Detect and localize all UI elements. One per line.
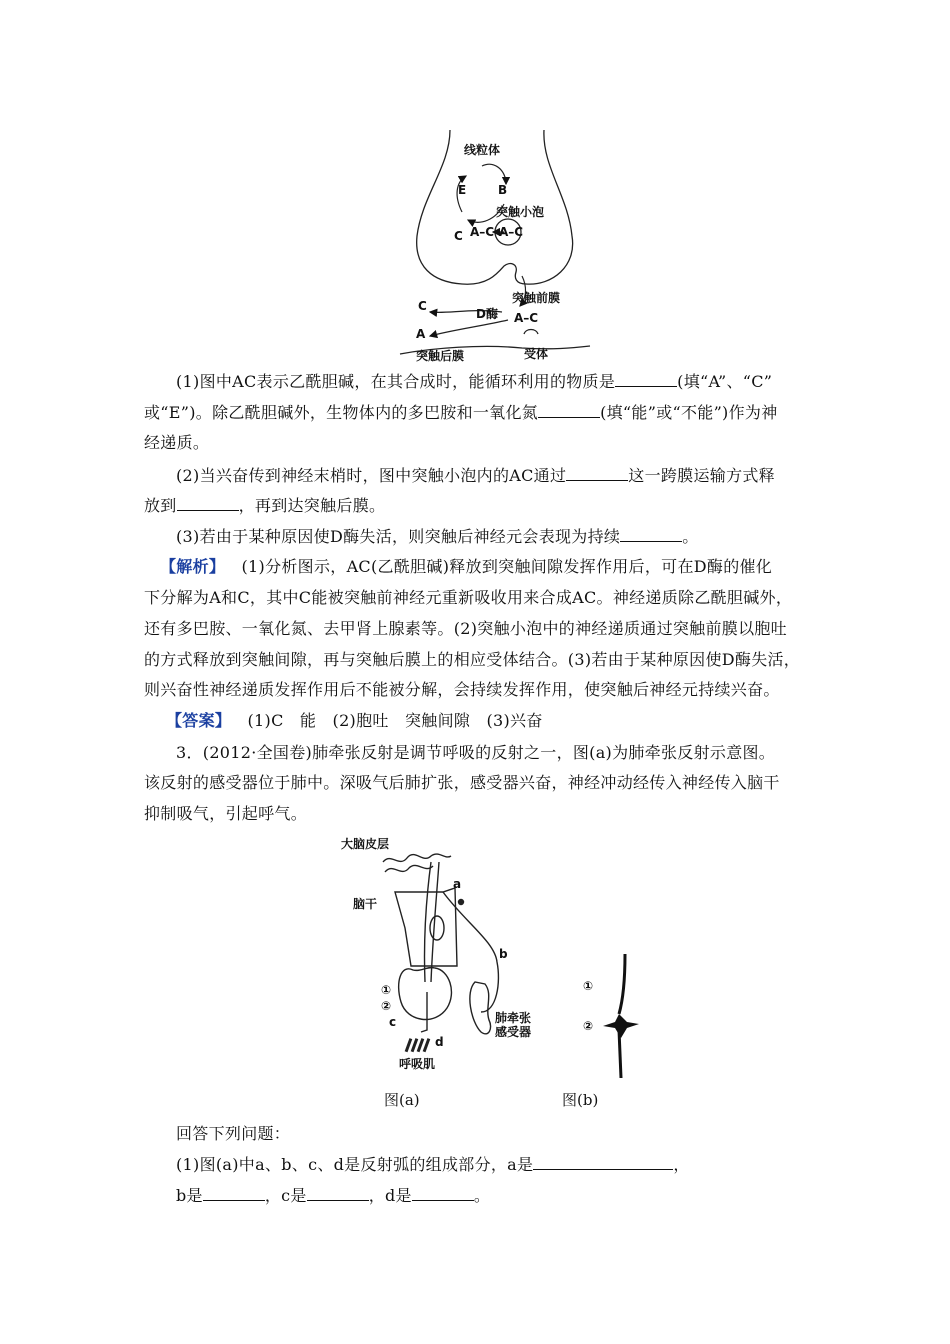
label-circle-2: ② [583,1019,594,1033]
label-AC-inner: A–C [470,225,495,239]
label-b: b [499,947,508,961]
label-circle-2: ② [381,999,392,1013]
analysis-tag: 【解析】 [160,557,226,576]
label-receptor-line2: 感受器 [495,1025,532,1039]
label-mitochondria: 线粒体 [464,143,501,157]
answer-line: 【答案】 (1)C 能 (2)胞吐 突触间隙 (3)兴奋 [166,711,543,730]
blank [203,1186,265,1201]
blank [307,1186,369,1201]
reflex-arc-diagram [335,832,550,1084]
label-AC-vesicle: A–C [499,225,524,239]
answer-tag: 【答案】 [166,711,232,730]
q3-prompt: 回答下列问题： [176,1124,291,1143]
blank [620,527,682,542]
blank [538,403,600,418]
q3-sub1-line2: b是 ，c是 ，d是 。 [176,1186,491,1205]
q2-part2-line2: 放到 ，再到达突触后膜。 [144,496,386,515]
label-cerebral-cortex: 大脑皮层 [341,837,390,851]
blank [615,372,677,387]
label-A-outer: A [416,327,426,341]
q2-part1-line3: 经递质。 [144,433,210,452]
q3-line1: 3．(2012·全国卷)肺牵张反射是调节呼吸的反射之一，图(a)为肺牵张反射示意图。 [176,743,776,762]
analysis-line4: 的方式释放到突触间隙，再与突触后膜上的相应受体结合。(3)若由于某种原因使D酶失活， [144,650,801,669]
label-a: a [453,877,462,891]
label-E: E [458,183,467,197]
caption-fig-a: 图(a) [384,1091,420,1109]
q2-part1-line2: 或“E”)。除乙酰胆碱外，生物体内的多巴胺和一氧化氮 (填“能”或“不能”)作为神 [144,403,778,422]
blank [533,1155,673,1170]
label-circle-1: ① [381,983,392,997]
q3-line3: 抑制吸气，引起呼气。 [144,804,308,823]
label-c: c [389,1015,397,1029]
label-circle-1: ① [583,979,594,993]
analysis-line2: 下分解为A和C，其中C能被突触前神经元重新吸收用来合成AC。神经递质除乙酰胆碱外， [144,588,793,607]
q3-line2: 该反射的感受器位于肺中。深吸气后肺扩张，感受器兴奋，神经冲动经传入神经传入脑干 [144,773,780,792]
label-respiratory-muscle: 呼吸肌 [399,1057,436,1071]
label-receptor: 受体 [524,347,549,361]
label-vesicle: 突触小泡 [496,205,545,219]
synapse-diagram [392,126,592,366]
label-B: B [498,183,508,197]
label-presynaptic-membrane: 突触前膜 [512,291,561,305]
blank [412,1186,474,1201]
caption-fig-b: 图(b) [562,1091,599,1109]
q2-part2-line1: (2)当兴奋传到神经末梢时，图中突触小泡内的AC通过 这一跨膜运输方式释 [176,466,775,485]
analysis-line3: 还有多巴胺、一氧化氮、去甲肾上腺素等。(2)突触小泡中的神经递质通过突触前膜以胞吐 [144,619,787,638]
label-C-outer: C [418,299,427,313]
label-C-inner: C [454,229,463,243]
q3-sub1-line1: (1)图(a)中a、b、c、d是反射弧的组成部分，a是 ， [176,1155,690,1174]
label-D-enzyme: D酶 [476,307,498,321]
neuron-diagram [575,950,655,1082]
q2-part3: (3)若由于某种原因使D酶失活，则突触后神经元会表现为持续 。 [176,527,699,546]
analysis-line5: 则兴奋性神经递质发挥作用后不能被分解，会持续发挥作用，使突触后神经元持续兴奋。 [144,680,780,699]
label-brainstem: 脑干 [353,897,378,911]
blank [566,466,628,481]
label-postsynaptic-membrane: 突触后膜 [416,349,465,363]
q2-part1-line1: (1)图中AC表示乙酰胆碱，在其合成时，能循环利用的物质是 (填“A”、“C” [176,372,773,391]
label-receptor-line1: 肺牵张 [495,1011,532,1025]
blank [177,496,239,511]
analysis-line1: 【解析】 (1)分析图示，AC(乙酰胆碱)释放到突触间隙发挥作用后，可在D酶的催化 [160,557,773,576]
label-d: d [435,1035,444,1049]
label-AC-cleft: A–C [514,311,539,325]
